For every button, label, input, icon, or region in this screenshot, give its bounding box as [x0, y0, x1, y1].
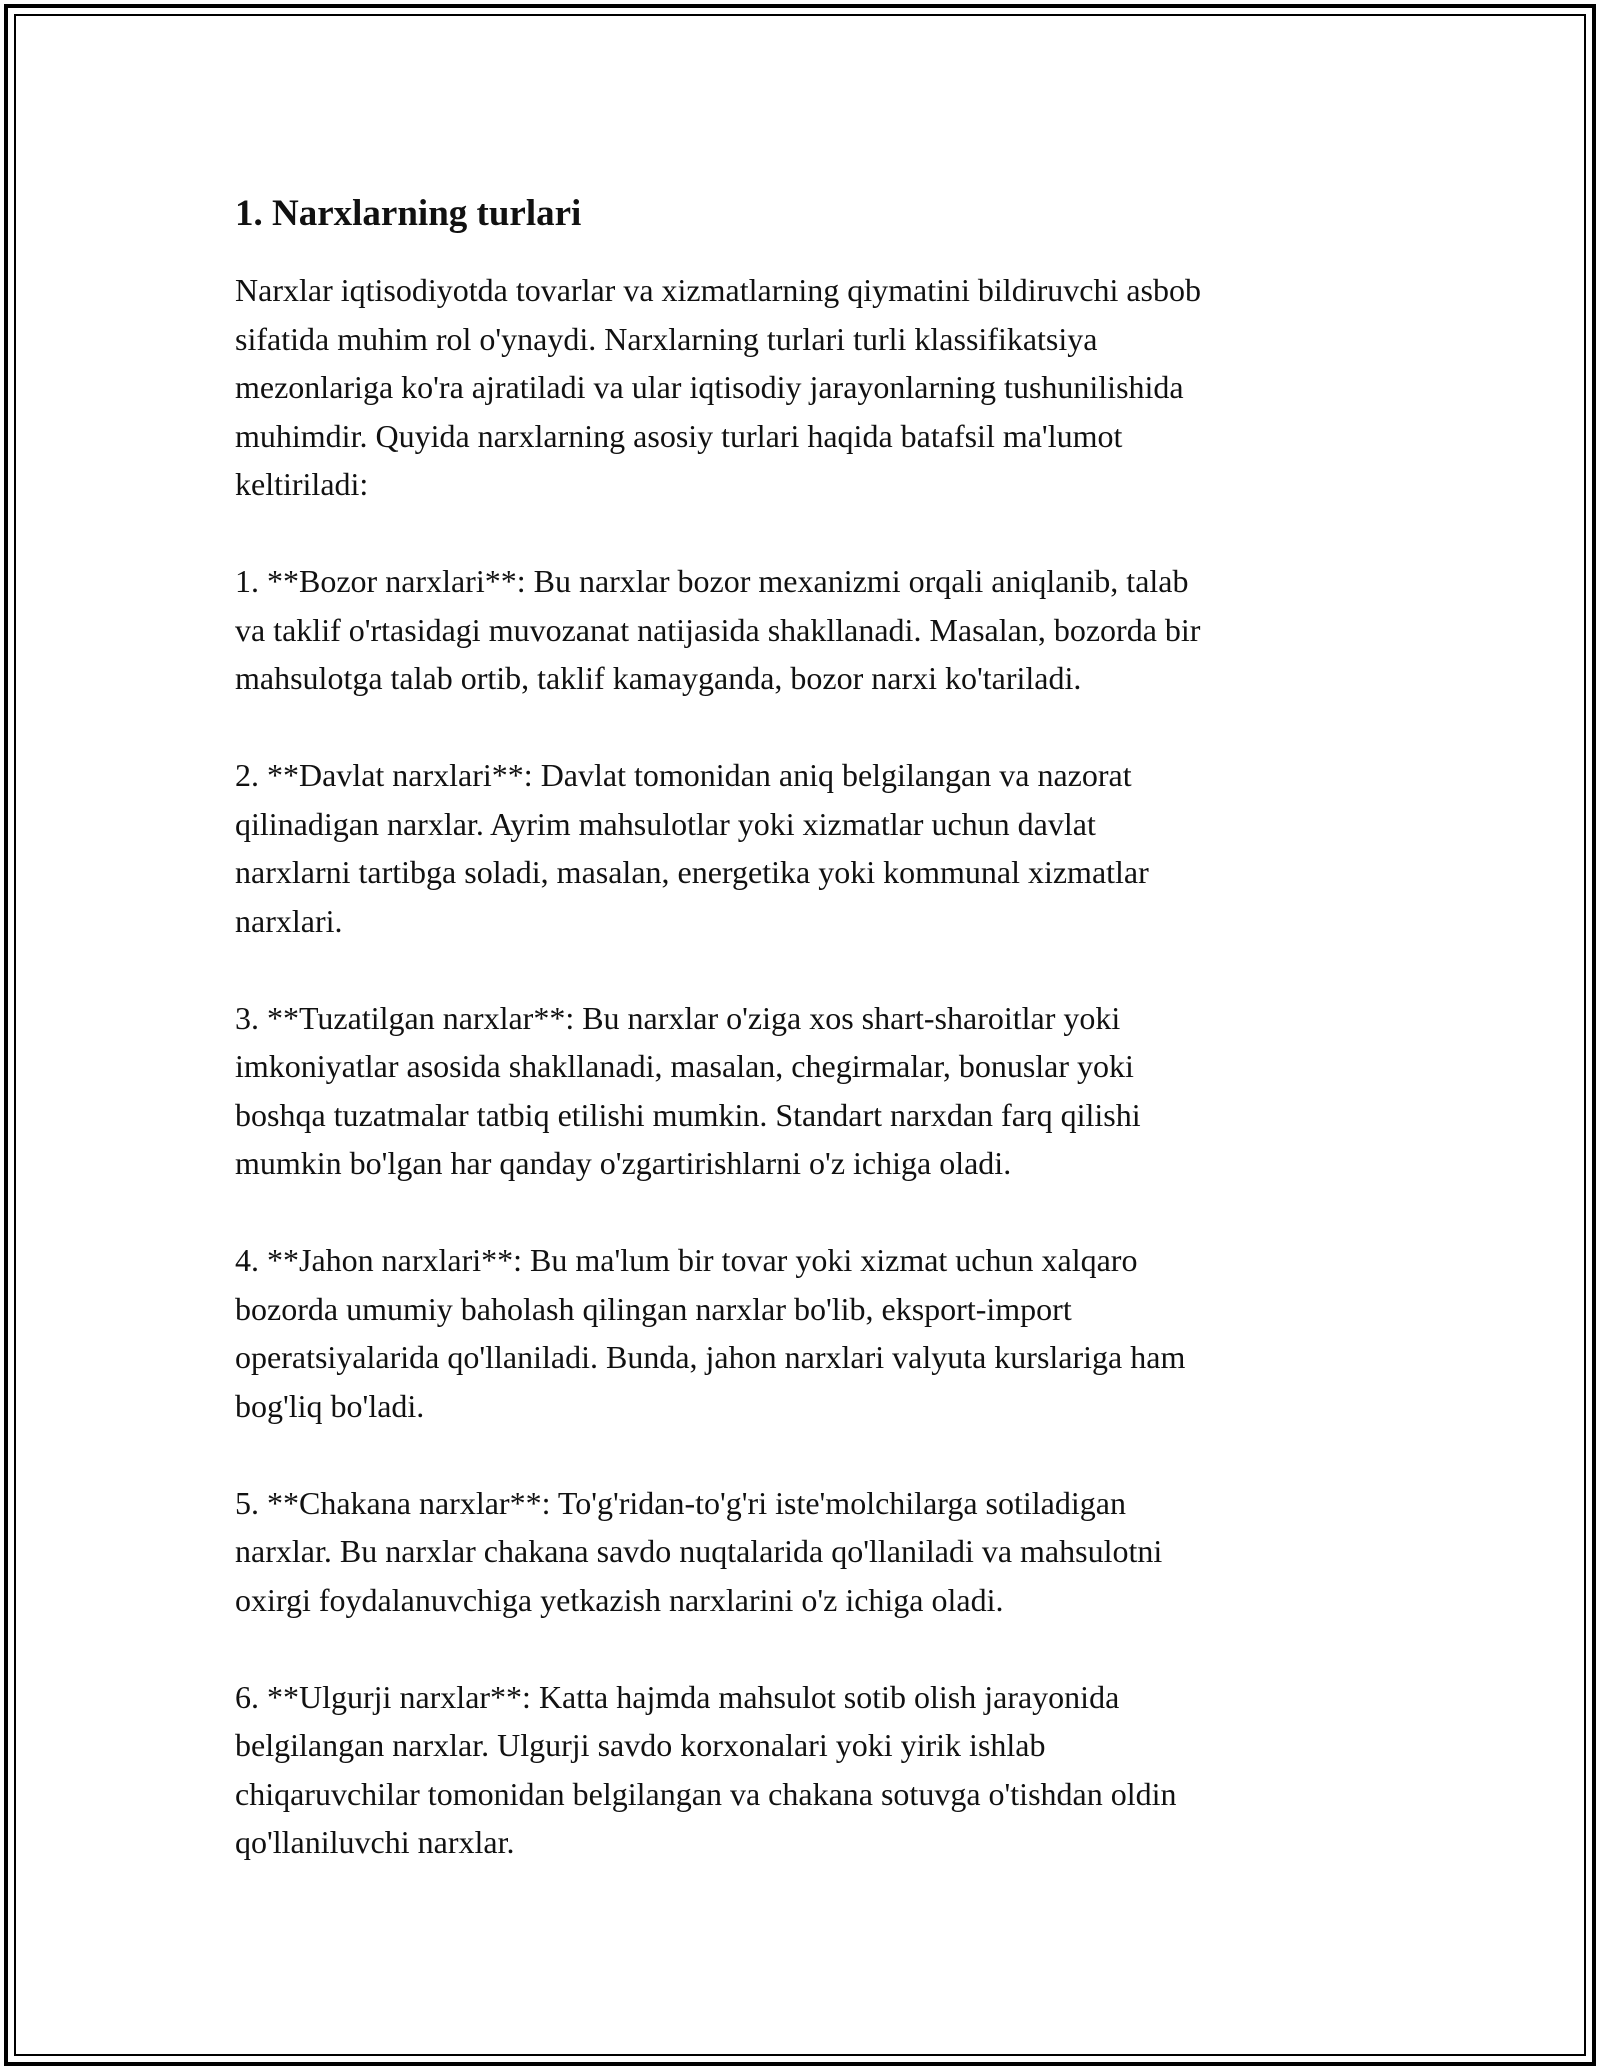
list-item-bozor-narxlari: 1. **Bozor narxlari**: Bu narxlar bozor mexanizmi orqali aniqlanib, talab va taklif o'rtasidagi muvozanat natijasida shakllanadi. Masalan, bozorda bir mahsulotga talab ortib, taklif kamayganda, bozor narxi ko'tariladi.	[235, 563, 1201, 696]
paragraph-gap	[235, 1430, 1365, 1479]
list-item-chakana-narxlar: 5. **Chakana narxlar**: To'g'ridan-to'g'ri iste'molchilarga sotiladigan narxlar. Bu narxlar chakana savdo nuqtalarida qo'llaniladi va mahsulotni oxirgi foydalanuvchiga yetkazish narxlarini o'z ichiga oladi.	[235, 1484, 1163, 1618]
list-item-tuzatilgan-narxlar: 3. **Tuzatilgan narxlar**: Bu narxlar o'ziga xos shart-sharoitlar yoki imkoniyatlar asosida shakllanadi, masalan, chegirmalar, bonuslar yoki boshqa tuzatmalar tatbiq etilishi mumkin. Standart narxdan farq qilishi mumkin bo'lgan har qanday o'zgartirishlarni o'z ichiga oladi.	[235, 999, 1141, 1181]
paragraph-gap	[235, 509, 1365, 558]
document-body	[235, 188, 1365, 1867]
paragraph-gap	[235, 1188, 1365, 1237]
section-heading: 1. Narxlarning turlari	[235, 193, 582, 234]
list-item-ulgurji-narxlar: 6. **Ulgurji narxlar**: Katta hajmda mahsulot sotib olish jarayonida belgilangan narxlar. Ulgurji savdo korxonalari yoki yirik ishlab chiqaruvchilar tomonidan belgilangan va chakana sotuvga o'tishdan oldin qo'llaniluvchi narxlar.	[235, 1678, 1177, 1860]
intro-paragraph: Narxlar iqtisodiyotda tovarlar va xizmatlarning qiymatini bildiruvchi asbob sifatida muhim rol o'ynaydi. Narxlarning turlari turli klassifikatsiya mezonlariga ko'ra ajratiladi va ular iqtisodiy jarayonlarning tushunilishida muhimdir. Quyida narxlarning asosiy turlari haqida batafsil ma'lumot keltiriladi:	[235, 272, 1201, 502]
paragraph-gap	[235, 703, 1365, 752]
paragraph-gap	[235, 945, 1365, 994]
list-item-davlat-narxlari: 2. **Davlat narxlari**: Davlat tomonidan aniq belgilangan va nazorat qilinadigan narxlar. Ayrim mahsulotlar yoki xizmatlar uchun davlat narxlarni tartibga soladi, masalan, energetika yoki kommunal xizmatlar narxlari.	[235, 757, 1149, 939]
paragraph-gap	[235, 1624, 1365, 1673]
list-item-jahon-narxlari: 4. **Jahon narxlari**: Bu ma'lum bir tovar yoki xizmat uchun xalqaro bozorda umumiy baholash qilingan narxlar bo'lib, eksport-import operatsiyalarida qo'llaniladi. Bunda, jahon narxlari valyuta kurslariga ham bog'liq bo'ladi.	[235, 1242, 1186, 1424]
